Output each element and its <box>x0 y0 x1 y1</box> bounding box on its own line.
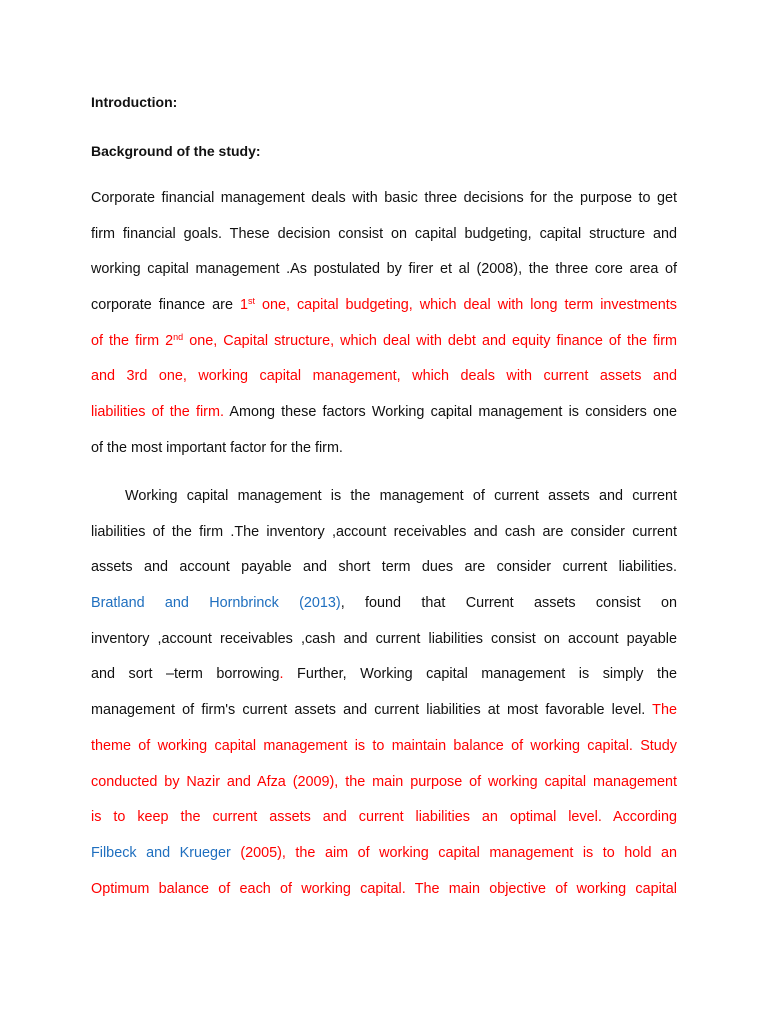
text-run: Among these factors Working capital management is considers one <box>223 404 677 421</box>
highlighted-text: (2005), the aim of working capital management is to hold an <box>230 844 677 861</box>
paragraph-1-line-8: of the most important factor for the firm. <box>91 439 343 456</box>
heading-background: Background of the study: <box>91 143 261 159</box>
highlighted-text: The <box>645 702 677 719</box>
paragraph-1 <box>91 188 677 474</box>
paragraph-1-line-4 <box>91 295 677 331</box>
ordinal-suffix: nd <box>173 331 184 342</box>
text-run: management of firm's current assets and current liabilities at most favorable level. <box>91 702 646 719</box>
text-run: , found that Current assets consist on <box>340 595 678 612</box>
paragraph-2-line-8: theme of working capital management is to maintain balance of working capital. Study <box>91 737 677 754</box>
paragraph-2-line-10: is to keep the current assets and current liabilities an optimal level. According <box>91 809 677 826</box>
heading-introduction: Introduction: <box>91 94 178 110</box>
ordinal-number: 1 <box>239 297 248 314</box>
paragraph-1-line-7 <box>91 402 677 438</box>
highlighted-text-run: one, Capital structure, which deal with debt and equity finance of the firm <box>183 332 677 349</box>
text-run: Further, Working capital management is simply the <box>283 666 677 683</box>
text-run: corporate finance are <box>91 297 240 314</box>
paragraph-1-line-5 <box>91 331 677 367</box>
paragraph-2-line-7 <box>91 700 677 736</box>
paragraph-1-line-6: and 3rd one, working capital management, which deals with current assets and <box>91 368 677 385</box>
paragraph-1-line-1: Corporate financial management deals with basic three decisions for the purpose to get <box>91 190 677 206</box>
highlighted-text-run: one, capital budgeting, which deal with long term investments <box>254 297 677 314</box>
text-run: and sort –term borrowing <box>91 666 280 683</box>
highlighted-text: liabilities of the firm. <box>91 404 224 421</box>
highlighted-text-run: of the firm 2 <box>91 332 174 349</box>
paragraph-2-line-11 <box>91 843 677 879</box>
paragraph-2-line-1: Working capital management is the management of current assets and current <box>125 488 677 504</box>
paragraph-2-line-5: inventory ,account receivables ,cash and current liabilities consist on account payable <box>91 630 677 647</box>
citation-bratland-hornbrinck: Bratland and Hornbrinck (2013) <box>91 595 341 612</box>
paragraph-1-line-3: working capital management .As postulated by firer et al (2008), the three core area of <box>91 261 677 278</box>
citation-filbeck-krueger: Filbeck and Krueger <box>91 844 231 861</box>
paragraph-1-line-2: firm financial goals. These decision consist on capital budgeting, capital structure and <box>91 225 677 242</box>
paragraph-2-line-3: assets and account payable and short term dues are consider current liabilities. <box>91 559 677 576</box>
highlighted-text <box>240 297 677 313</box>
paragraph-2-line-12: Optimum balance of each of working capital. The main objective of working capital <box>91 880 677 897</box>
paragraph-2 <box>91 486 677 914</box>
paragraph-2-line-4 <box>91 593 677 629</box>
paragraph-2-line-6 <box>91 664 677 700</box>
paragraph-2-line-2: liabilities of the firm .The inventory ,account receivables and cash are consider current <box>91 523 677 540</box>
highlighted-text: . <box>279 666 284 683</box>
paragraph-2-line-9: conducted by Nazir and Afza (2009), the main purpose of working capital management <box>91 773 677 790</box>
ordinal-suffix: st <box>247 296 255 307</box>
